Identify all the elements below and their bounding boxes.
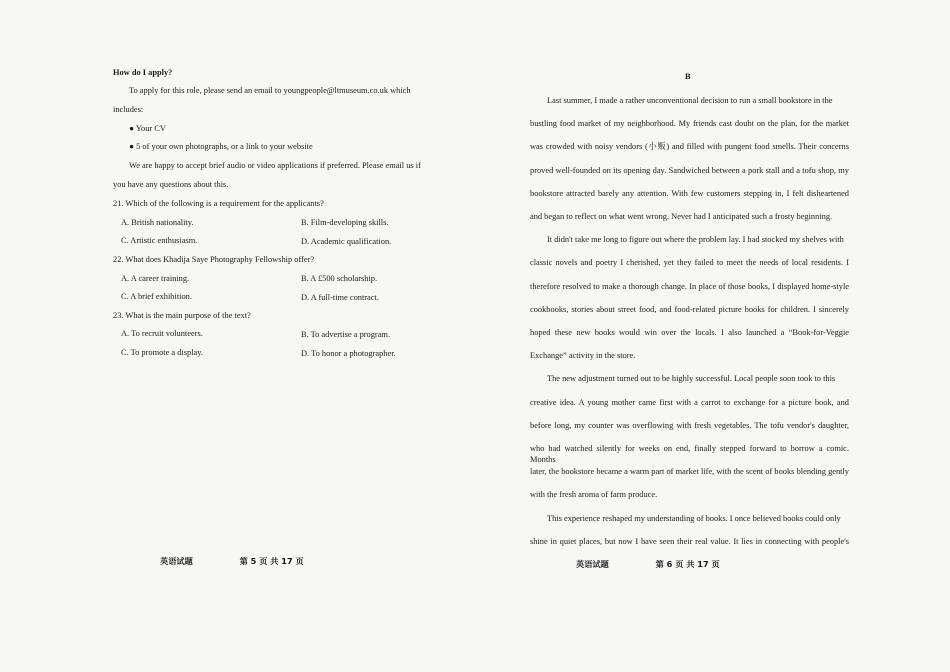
passage-line: hoped these new books would win over the locals. I also launched a “Book-for-Veggie (530, 328, 849, 337)
passage-line: with the fresh aroma of farm produce. (530, 490, 658, 500)
question-23-option-a: A. To recruit volunteers. (121, 329, 203, 338)
passage-line: It didn't take me long to figure out where the problem lay. I had stocked my shelves with (547, 235, 844, 245)
left-footer-page-number: 第 5 页 共 17 页 (239, 556, 304, 566)
passage-line: later, the bookstore became a warm part of market life, with the scent of books blending gently (530, 467, 849, 477)
passage-line: classic novels and poetry I cherished, yet they failed to meet the needs of local residents. I (530, 258, 849, 268)
question-21-option-d: D. Academic qualification. (301, 237, 392, 246)
passage-line: and began to reflect on what went wrong. Never had I anticipated such a frosty beginning. (530, 212, 833, 221)
right-page (475, 0, 950, 672)
question-22-option-b: B. A £500 scholarship. (301, 274, 378, 283)
question-22-option-c: C. A brief exhibition. (121, 292, 192, 301)
passage-line: shine in quiet places, but now I have seen their real value. It lies in connecting with people's (530, 536, 849, 546)
passage-line: before long, my counter was overflowing with fresh vegetables. The tofu vendor's daughter, (530, 420, 849, 430)
bullet-item-cv: ● Your CV (129, 124, 166, 133)
question-23-option-b: B. To advertise a program. (301, 330, 391, 339)
right-footer-page-number: 第 6 页 共 17 页 (655, 559, 720, 569)
passage-line: The new adjustment turned out to be highly successful. Local people soon took to this (547, 374, 836, 384)
question-22-option-a: A. A career training. (121, 274, 190, 283)
question-23-stem: 23. What is the main purpose of the text? (113, 311, 251, 320)
passage-line: who had watched silently for weeks on end, finally stepped forward to borrow a comic. Months (530, 444, 849, 464)
passage-line: therefore resolved to make a thorough change. In place of those books, I displayed home-style (530, 281, 849, 291)
passage-line: This experience reshaped my understanding of books. I once believed books could only (547, 513, 841, 523)
left-footer (160, 556, 304, 567)
apply-instruction-line-1: To apply for this role, please send an email to youngpeople@ltmuseum.co.uk which (129, 86, 411, 95)
section-heading: How do I apply? (113, 68, 173, 77)
question-23-option-d: D. To honor a photographer. (301, 349, 396, 358)
passage-line: cookbooks, stories about street food, and food-related picture books for children. I sincerely (530, 304, 849, 314)
question-21-option-a: A. British nationality. (121, 218, 194, 227)
right-footer-subject: 英语试题 (576, 559, 609, 569)
passage-line: bustling food market of my neighborhood. My friends cast doubt on the plan, for the market (530, 119, 849, 129)
passage-section-label: B (685, 72, 691, 81)
right-footer (576, 559, 720, 570)
question-22-stem: 22. What does Khadija Saye Photography Fellowship offer? (113, 255, 315, 264)
left-footer-subject: 英语试题 (160, 556, 193, 566)
bullet-item-photographs: ● 5 of your own photographs, or a link to your website (129, 142, 313, 151)
note-line-2: you have any questions about this. (113, 180, 229, 189)
passage-line: was crowded with noisy vendors (小贩) and filled with pungent food smells. Their concerns (530, 142, 849, 152)
apply-instruction-line-2: includes: (113, 105, 144, 114)
passage-line: bookstore attracted barely any attention. With few customers stepping in, I felt disheartened (530, 188, 849, 198)
question-22-option-d: D. A full-time contract. (301, 293, 379, 302)
question-21-stem: 21. Which of the following is a requirement for the applicants? (113, 199, 324, 208)
passage-line: Exchange” activity in the store. (530, 351, 636, 361)
passage-line: Last summer, I made a rather unconventional decision to run a small bookstore in the (547, 96, 833, 105)
passage-line: proved well-founded on its opening day. Sandwiched between a pork stall and a tofu shop, my (530, 165, 849, 175)
note-line-1: We are happy to accept brief audio or video applications if preferred. Please email us if (129, 161, 421, 170)
question-23-option-c: C. To promote a display. (121, 348, 203, 357)
passage-line: creative idea. A young mother came first with a carrot to exchange for a picture book, and (530, 397, 849, 407)
question-21-option-c: C. Artistic enthusiasm. (121, 236, 198, 245)
question-21-option-b: B. Film-developing skills. (301, 218, 389, 227)
